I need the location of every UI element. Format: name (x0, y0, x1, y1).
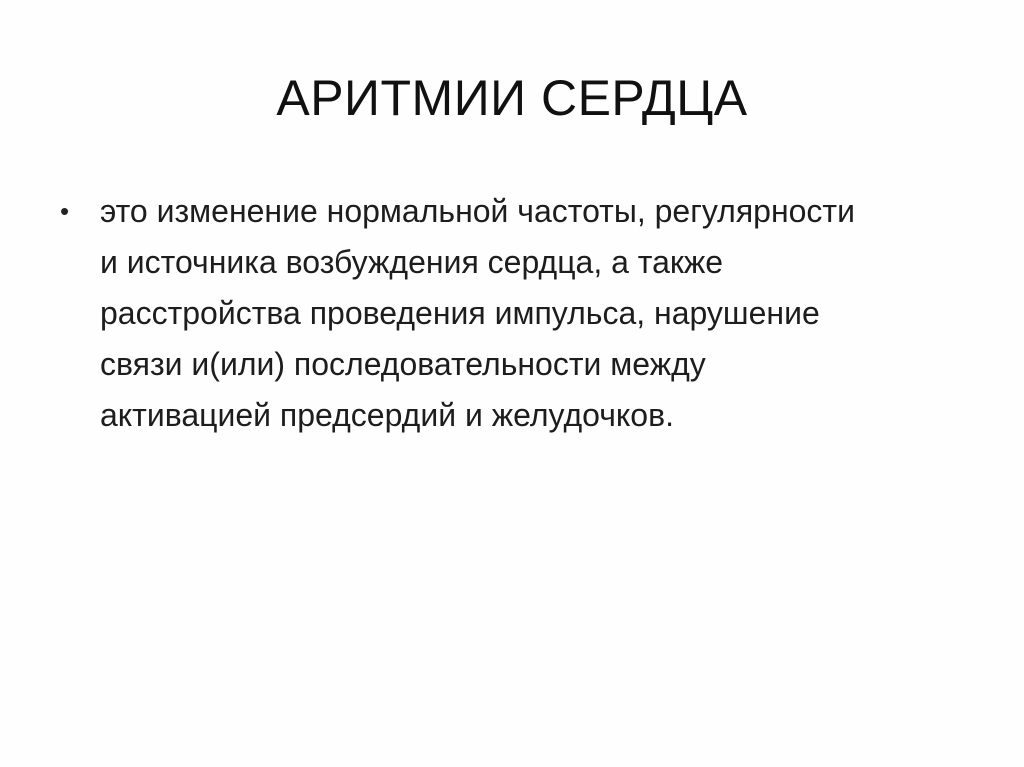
bullet-text-line: связи и(или) последовательности между (100, 346, 706, 382)
bullet-text-line: расстройства проведения импульса, нарушение (100, 295, 820, 331)
bullet-text-line: активацией предсердий и желудочков. (100, 397, 674, 433)
bullet-marker: • (60, 196, 70, 226)
bullet-text-line: это изменение нормальной частоты, регулярности (100, 193, 855, 229)
slide-title: АРИТМИИ СЕРДЦА (276, 70, 748, 126)
bullet-item (60, 186, 960, 441)
bullet-list (60, 186, 960, 441)
bullet-text-line: и источника возбуждения сердца, а также (100, 244, 724, 280)
